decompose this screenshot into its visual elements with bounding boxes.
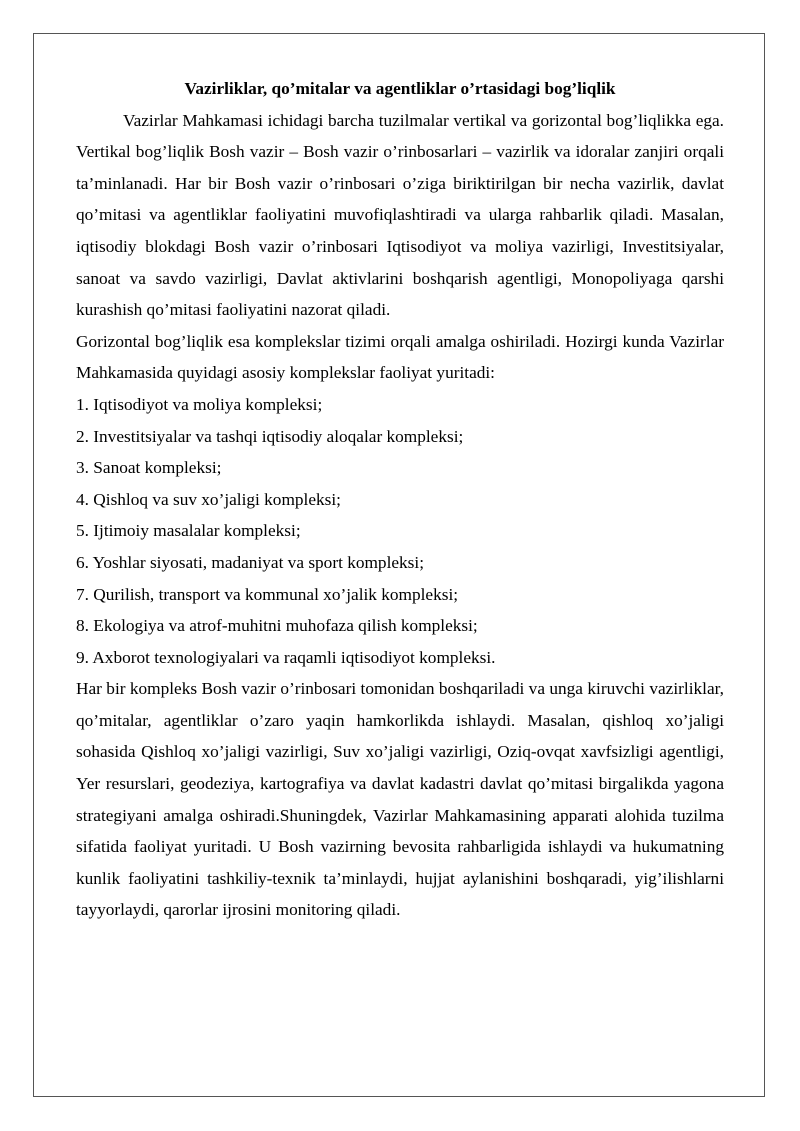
paragraph-horizontal-links: Gorizontal bog’liqlik esa komplekslar tizimi orqali amalga oshiriladi. Hozirgi kunda Vazirlar Mahkamasida quyidagi asosiy komplekslar faoliyat yuritadi: bbox=[76, 331, 724, 383]
document-body bbox=[76, 73, 724, 926]
list-item: 1. Iqtisodiyot va moliya kompleksi; bbox=[76, 394, 323, 414]
paragraph-closing: Har bir kompleks Bosh vazir o’rinbosari tomonidan boshqariladi va unga kiruvchi vazirliklar, qo’mitalar, agentliklar o’zaro yaqin hamkorlikda ishlaydi. Masalan, qishloq xo’jaligi sohasida Qishloq xo’jaligi vazirligi, Suv xo’jaligi vazirligi, Oziq-ovqat xavfsizligi agentligi, Yer resurslari, geodeziya, kartografiya va davlat kadastri davlat qo’mitasi birgalikda yagona strategiyani amalga oshiradi.Shuningdek, Vazirlar Mahkamasining apparati alohida tuzilma sifatida faoliyat yuritadi. U Bosh vazirning bevosita rahbarligida ishlaydi va hukumatning kunlik faoliyatini tashkiliy-texnik ta’minlaydi, hujjat aylanishini boshqaradi, yig’ilishlarni tayyorlaydi, qarorlar ijrosini monitoring qiladi. bbox=[76, 679, 724, 920]
list-item: 7. Qurilish, transport va kommunal xo’jalik kompleksi; bbox=[76, 584, 459, 604]
list-item: 6. Yoshlar siyosati, madaniyat va sport kompleksi; bbox=[76, 552, 425, 572]
list-item: 4. Qishloq va suv xo’jaligi kompleksi; bbox=[76, 489, 341, 509]
list-item: 9. Axborot texnologiyalari va raqamli iqtisodiyot kompleksi. bbox=[76, 647, 496, 667]
list-item: 8. Ekologiya va atrof-muhitni muhofaza qilish kompleksi; bbox=[76, 616, 478, 636]
list-item: 2. Investitsiyalar va tashqi iqtisodiy aloqalar kompleksi; bbox=[76, 426, 464, 446]
paragraph-vertical-links: Vazirlar Mahkamasi ichidagi barcha tuzilmalar vertikal va gorizontal bog’liqlikka ega. Vertikal bog’liqlik Bosh vazir – Bosh vazir o’rinbosarlari – vazirlik va idoralar zanjiri orqali ta’minlanadi. Har bir Bosh vazir o’rinbosari o’ziga biriktirilgan bir necha vazirlik, davlat qo’mitasi va agentliklar faoliyatini muvofiqlashtiradi va ularga rahbarlik qiladi. Masalan, iqtisodiy blokdagi Bosh vazir o’rinbosari Iqtisodiyot va moliya vazirligi, Investitsiyalar, sanoat va savdo vazirligi, Davlat aktivlarini boshqarish agentligi, Monopoliyaga qarshi kurashish qo’mitasi faoliyatini nazorat qiladi. bbox=[76, 110, 724, 320]
document-title: Vazirliklar, qo’mitalar va agentliklar o’rtasidagi bog’liqlik bbox=[184, 79, 616, 98]
list-item: 3. Sanoat kompleksi; bbox=[76, 458, 222, 478]
list-item: 5. Ijtimoiy masalalar kompleksi; bbox=[76, 521, 301, 541]
complex-list bbox=[76, 389, 724, 673]
